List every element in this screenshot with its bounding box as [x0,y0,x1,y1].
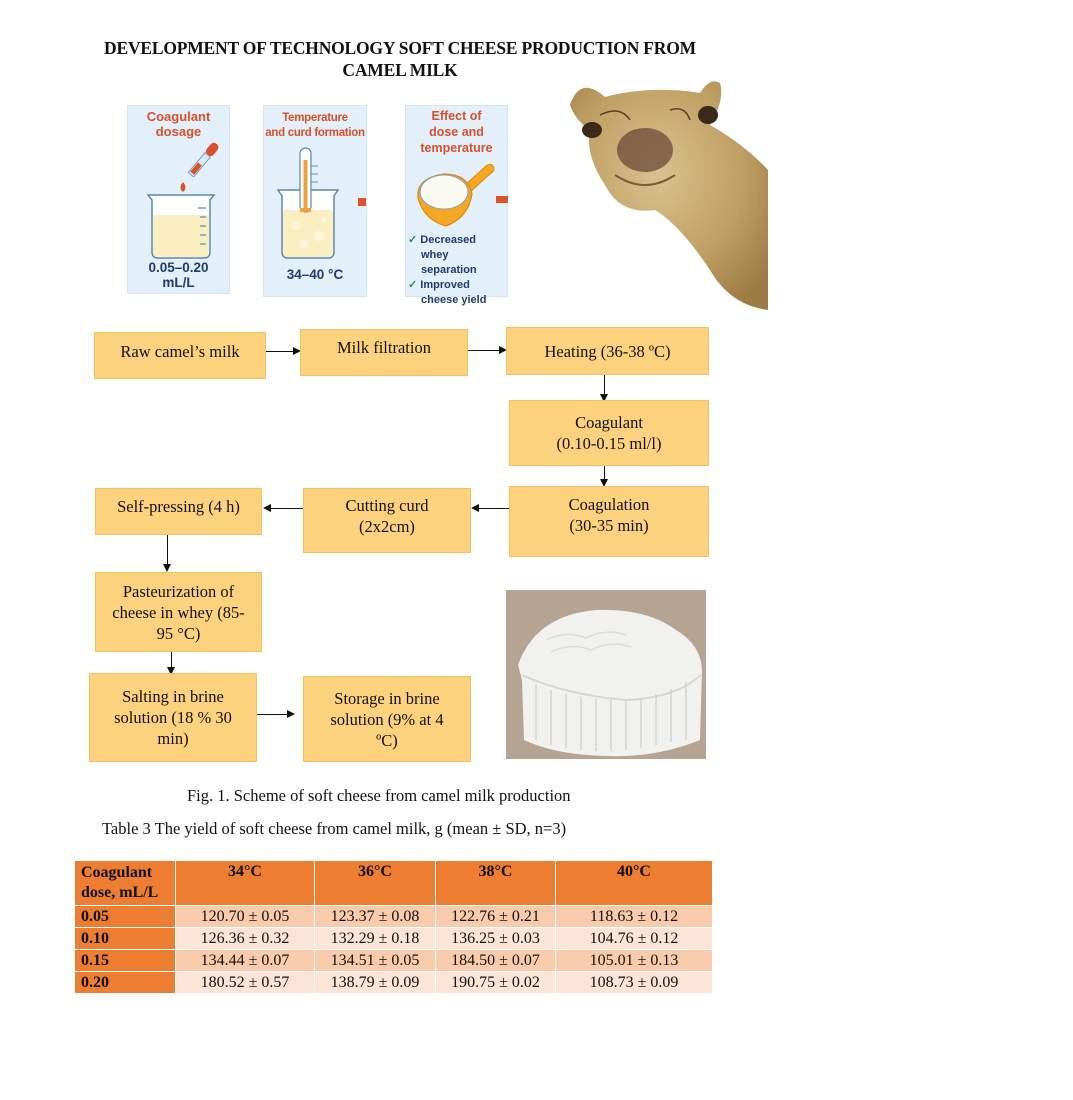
header-36c: 36°C [315,861,436,906]
panel-effect [405,105,508,306]
table-row [75,928,713,950]
yield-cell: 180.52 ± 0.57 [176,972,315,994]
yield-cell: 138.79 ± 0.09 [315,972,436,994]
yield-cell: 118.63 ± 0.12 [556,906,713,928]
header-coagulant-dose: Coagulant dose, mL/L [75,861,176,906]
yield-cell: 120.70 ± 0.05 [176,906,315,928]
arrow-head-down [163,564,171,572]
step-heating: Heating (36-38 ºC) [506,327,709,375]
temperature-range: 34–40 °C [286,267,344,282]
yield-cell: 122.76 ± 0.21 [436,906,556,928]
table-caption: Table 3 The yield of soft cheese from camel milk, g (mean ± SD, n=3) [102,819,567,838]
yield-cell: 136.25 ± 0.03 [436,928,556,950]
yield-cell: 190.75 ± 0.02 [436,972,556,994]
arrow-right [468,350,500,351]
step-salting: Salting in brine solution (18 % 30 min) [89,673,257,762]
cheese-photo [506,590,706,759]
connector-mark [496,196,508,203]
dose-cell: 0.20 [75,972,176,994]
yield-cell: 105.01 ± 0.13 [556,950,713,972]
arrow-left [478,508,509,509]
panel-title-line: Coagulant [146,109,211,124]
check-icon: ✓ [408,234,418,246]
header-34c: 34°C [176,861,315,906]
benefit-text: whey separation [421,249,477,276]
arrow-head-right [287,710,295,718]
panel-title-line: dose and [429,125,484,139]
check-icon: ✓ [408,279,418,291]
step-cutting-curd: Cutting curd (2x2cm) [303,488,471,553]
yield-cell: 126.36 ± 0.32 [176,928,315,950]
dosage-range: 0.05–0.20 [148,260,209,275]
yield-cell: 132.29 ± 0.18 [315,928,436,950]
yield-cell: 123.37 ± 0.08 [315,906,436,928]
dose-cell: 0.05 [75,906,176,928]
step-pasteurization: Pasteurization of cheese in whey (85- 95 °C) [95,572,262,652]
panel-coagulant-dosage [127,105,230,294]
table-row [75,972,713,994]
step-self-pressing: Self-pressing (4 h) [95,488,262,535]
table-row [75,950,713,972]
benefit-text: cheese yield [421,294,487,306]
yield-cell: 134.51 ± 0.05 [315,950,436,972]
arrow-down [604,466,605,480]
step-coagulant: Coagulant (0.10-0.15 ml/l) [509,400,709,466]
arrow-down [167,535,168,565]
header-40c: 40°C [556,861,713,906]
arrow-left [270,508,303,509]
yield-table [74,860,713,994]
panel-temperature [263,105,367,297]
table-header-row [75,861,713,906]
benefit-decreased-whey: ✓ Decreased [408,234,476,246]
dose-cell: 0.15 [75,950,176,972]
table-row [75,906,713,928]
paper-title-line1: DEVELOPMENT OF TECHNOLOGY SOFT CHEESE PRODUCTION FROM [104,38,696,58]
cheese-scoop-icon [406,158,507,233]
arrow-right [257,714,288,715]
arrow-right [266,351,294,352]
dosage-unit: mL/L [162,275,195,290]
panel-title-line: and curd formation [265,127,365,139]
arrow-head-left [263,504,271,512]
beaker-dropper-icon [128,140,229,260]
dose-cell: 0.10 [75,928,176,950]
connector-mark [358,198,366,206]
thermometer-beaker-icon [264,144,366,264]
step-milk-filtration: Milk filtration [300,329,468,376]
arrow-head-left [471,504,479,512]
header-38c: 38°C [436,861,556,906]
step-raw-milk: Raw camel’s milk [94,332,266,379]
yield-cell: 108.73 ± 0.09 [556,972,713,994]
panel-title-line: dosage [155,124,202,139]
panel-title-line: Effect of [431,109,482,123]
paper-title-line2: CAMEL MILK [342,60,458,80]
arrow-down [604,375,605,395]
yield-cell: 104.76 ± 0.12 [556,928,713,950]
panel-title-line: Temperature [282,112,348,124]
step-coagulation: Coagulation (30-35 min) [509,486,709,557]
yield-cell: 134.44 ± 0.07 [176,950,315,972]
step-storage: Storage in brine solution (9% at 4 ºC) [303,676,471,762]
figure-caption: Fig. 1. Scheme of soft cheese from camel milk production [187,786,571,805]
arrow-down [171,652,172,668]
camel-photo [560,75,770,310]
yield-cell: 184.50 ± 0.07 [436,950,556,972]
benefit-improved-yield: ✓ Improved [408,279,470,291]
panel-title-line: temperature [420,141,493,155]
